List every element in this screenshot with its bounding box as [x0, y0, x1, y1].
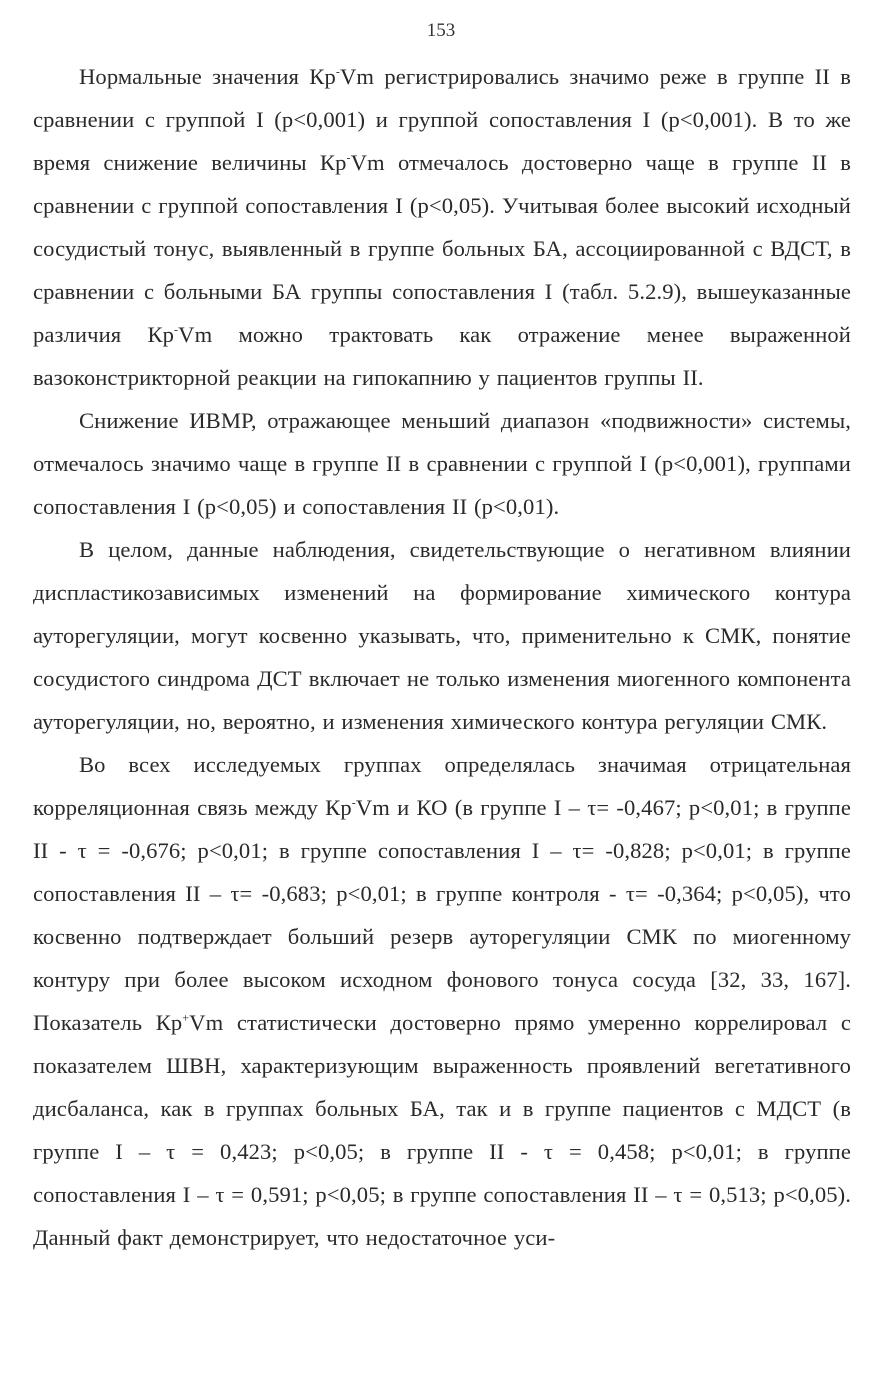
superscript-sign: - — [335, 64, 340, 79]
superscript-sign: - — [351, 795, 356, 810]
paragraph-chemical-contour — [33, 528, 851, 743]
paragraph-text: Vm статистически достоверно прямо умеренно коррелировал с показателем ШВН, характеризующим выраженность проявлений вегетативного дисбаланса, как в группах больных БА, так и в группе пациентов с МДСТ (в группе I – τ = 0,423; p<0,05; в группе II - τ = 0,458; p<0,01; в группе сопоставления I – τ = 0,591; p<0,05; в группе сопоставления II – τ = 0,513; p<0,05). Данный факт демонстрирует, что недостаточное уси- — [33, 1010, 851, 1250]
paragraph-text: Vm и КО (в группе I – τ= -0,467; p<0,01; в группе II - τ = -0,676; p<0,01; в группе сопоставления I – τ= -0,828; p<0,01; в группе сопоставления II – τ= -0,683; p<0,01; в группе контроля - τ= -0,364; p<0,05), что косвенно подтверждает больший резерв ауторегуляции СМК по миогенному контуру при более высоком исходном фонового тонуса сосуда [32, 33, 167]. Показатель Кр — [33, 795, 851, 1035]
paragraph-normal-values — [33, 55, 851, 399]
paragraph-text: Vm отмечалось достоверно чаще в группе II в сравнении с группой сопоставления I (p<0,05). Учитывая более высокий исходный сосудистый тонус, выявленный в группе больных БА, ассоциированной с ВДСТ, в сравнении с больными БА группы сопоставления I (табл. 5.2.9), вышеуказанные различия Кр — [33, 150, 852, 347]
paragraph-text: Vm можно трактовать как отражение менее выраженной вазоконстрикторной реакции на гипокапнию у пациентов группы II. — [33, 322, 851, 390]
paragraph-text: В целом, данные наблюдения, свидетельствующие о негативном влиянии диспластикозависимых изменений на формирование химического контура ауторегуляции, могут косвенно указывать, что, применительно к СМК, понятие сосудистого синдрома ДСТ включает не только изменения миогенного компонента ауторегуляции, но, вероятно, и изменения химического контура регуляции СМК. — [33, 537, 851, 734]
paragraph-text: Во всех исследуемых группах определялась значимая отрицательная корреляционная связь между Кр — [33, 752, 851, 820]
paragraph-correlation — [33, 743, 851, 1259]
document-body — [33, 55, 851, 1259]
paragraph-text: Vm регистрировались значимо реже в группе II в сравнении с группой I (p<0,001) и группой сопоставления I (p<0,001). В то же время снижение величины Кр — [33, 64, 851, 175]
paragraph-text: Снижение ИВМР, отражающее меньший диапазон «подвижности» системы, отмечалось значимо чаще в группе II в сравнении с группой I (p<0,001), группами сопоставления I (p<0,05) и сопоставления II (p<0,01). — [33, 408, 851, 519]
paragraph-text: Нормальные значения Кр — [79, 64, 336, 89]
superscript-sign: - — [346, 150, 351, 165]
paragraph-ivmr — [33, 399, 851, 528]
superscript-sign: + — [182, 1010, 190, 1025]
superscript-sign: - — [174, 322, 179, 337]
page-number: 153 — [426, 20, 456, 41]
